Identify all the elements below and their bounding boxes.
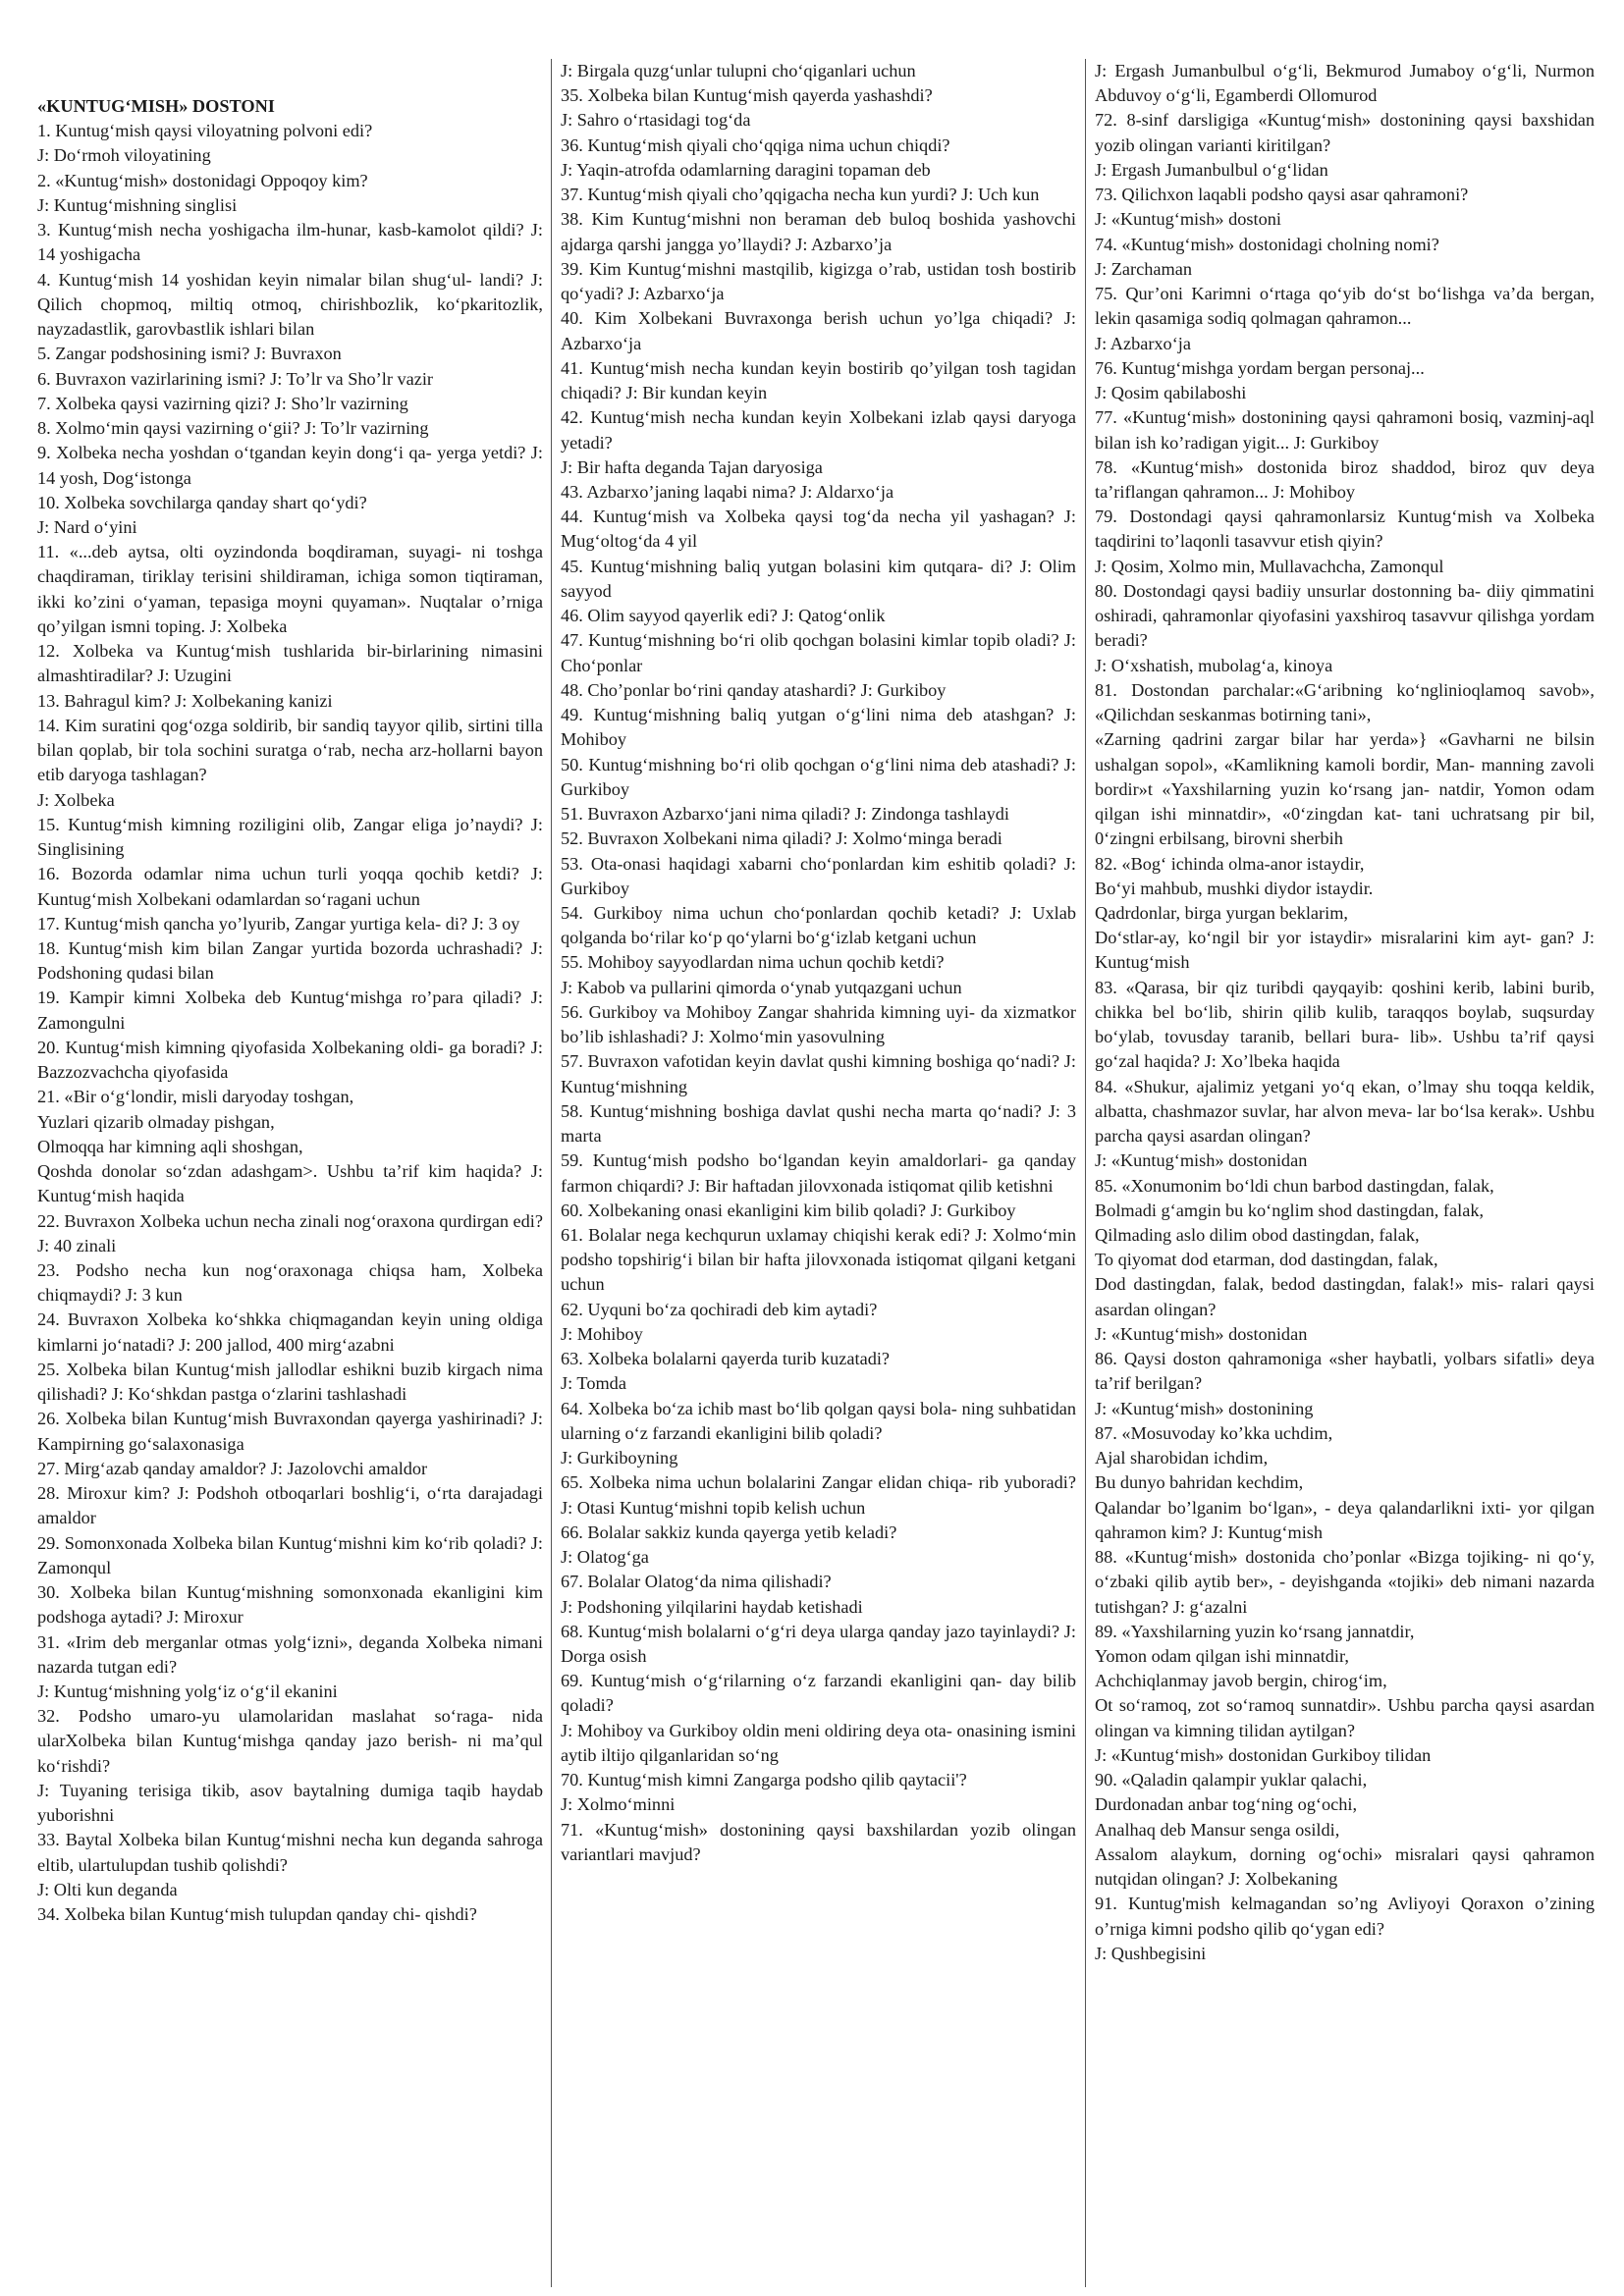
qa-line: 12. Xolbeka va Kuntug‘mish tushlarida bir-birlarining nimasini almashtiradilar? J: Uzugini [37, 641, 543, 686]
qa-line: 6. Buvraxon vazirlarining ismi? J: To’lr va Sho’lr vazir [37, 368, 434, 389]
qa-line: 26. Xolbeka bilan Kuntug‘mish Buvraxondan qayerga yashirinadi? J: Kampirning go‘salaxonasiga [37, 1409, 543, 1454]
qa-line: 78. «Kuntug‘mish» dostonida biroz shaddod, biroz quv deya ta’riflangan qahramon... J: Mohiboy [1095, 456, 1595, 502]
qa-line: 90. «Qaladin qalampir yuklar qalachi, Durdonadan anbar tog‘ning og‘ochi, Analhaq deb Mansur senga osildi, Assalom alaykum, dorning og‘ochi» misralari qaysi qahramon nutqidan olingan? J: Xolbekaning [1095, 1770, 1595, 1890]
column-right [1086, 59, 1595, 2287]
qa-line: 18. Kuntug‘mish kim bilan Zangar yurtida bozorda uchrashadi? J: Podshoning qudasi bilan [37, 937, 543, 984]
qa-line: 62. Uyquni bo‘za qochiradi deb kim aytadi? [561, 1299, 878, 1319]
qa-line: 39. Kim Kuntug‘mishni mastqilib, kigizga o’rab, ustidan tosh bostirib qo‘yadi? J: Azbarxo‘ja [561, 258, 1076, 304]
qa-line: 59. Kuntug‘mish podsho bo‘lgandan keyin amaldorlari- ga qanday farmon chiqardi? J: Bir haftadan jilovxonada istiqomat qilib ketishni [561, 1150, 1076, 1196]
qa-line: 81. Dostondan parchalar:«G‘aribning ko‘nglinioqlamoq savob», «Qilichdan seskanmas botirning tani», «Zarning qadrini zargar bilar har yerda»} «Gavharni ne bilsin ushalgan sopol», «Kamlikning kamoli bordir, Man- manning zavoli bordir»t «Yaxshilarning yuzin ko‘rsang jan- natdir, Yomon odam qilgan ishi minnatdir», «0‘zingdan kat- tani uchratsang pir bil, 0‘zingni erbilsang, birovni sherbih [1095, 679, 1595, 849]
qa-line: 17. Kuntug‘mish qancha yo’lyurib, Zangar yurtiga kela- di? J: 3 oy [37, 913, 520, 934]
qa-line: J: Qushbegisini [1095, 1943, 1207, 1963]
qa-line: 9. Xolbeka necha yoshdan o‘tgandan keyin dong‘i qa- yerga yetdi? J: 14 yosh, Dog‘istonga [37, 443, 543, 488]
qa-line: J: Mohiboy [561, 1323, 643, 1344]
qa-line: 30. Xolbeka bilan Kuntug‘mishning somonxonada ekanligini kim podshoga aytadi? J: Miroxur [37, 1582, 543, 1628]
qa-line: J: Xolbeka [37, 789, 115, 810]
qa-line: 10. Xolbeka sovchilarga qanday shart qo‘ydi? [37, 492, 367, 512]
qa-line: 33. Baytal Xolbeka bilan Kuntug‘mishni necha kun deganda sahroga eltib, ulartulupdan tushib qolishdi? [37, 1830, 543, 1875]
qa-line: 77. «Kuntug‘mish» dostonining qaysi qahramoni bosiq, vazminj-aql bilan ish ko’radigan yigit... J: Gurkiboy [1095, 407, 1595, 453]
qa-line: J: Azbarxo‘ja [1095, 333, 1191, 353]
qa-line: 56. Gurkiboy va Mohiboy Zangar shahrida kimning uyi- da xizmatkor bo’lib ishlashadi? J: Xolmo‘min yasovulning [561, 1001, 1076, 1047]
qa-line: 22. Buvraxon Xolbeka uchun necha zinali nog‘oraxona qurdirgan edi? J: 40 zinali [37, 1210, 543, 1255]
qa-line: 44. Kuntug‘mish va Xolbeka qaysi tog‘da necha yil yashagan? J: Mug‘oltog‘da 4 yil [561, 507, 1076, 552]
qa-line: 73. Qilichxon laqabli podsho qaysi asar qahramoni? [1095, 185, 1469, 205]
qa-line: J: Birgala quzg‘unlar tulupni cho‘qiganlari uchun [561, 61, 916, 80]
qa-line: 69. Kuntug‘mish o‘g‘rilarning o‘z farzandi ekanligini qan- day bilib qoladi? [561, 1671, 1076, 1716]
qa-line: 71. «Kuntug‘mish» dostonining qaysi baxshilardan yozib olingan variantlari mavjud? [561, 1819, 1076, 1864]
qa-line: 46. Olim sayyod qayerlik edi? J: Qatog‘onlik [561, 606, 886, 626]
qa-line: 20. Kuntug‘mish kimning qiyofasida Xolbekaning oldi- ga boradi? J: Bazzozvachcha qiyofasida [37, 1037, 543, 1083]
qa-line: J: Mohiboy va Gurkiboy oldin meni oldiring deya ota- onasining ismini aytib iltijo qilganlaridan so‘ng [561, 1720, 1076, 1765]
qa-line: 31. «Irim deb merganlar otmas yolg‘izni», deganda Xolbeka nimani nazarda tutgan edi? [37, 1631, 543, 1677]
qa-line: 79. Dostondagi qaysi qahramonlarsiz Kuntug‘mish va Xolbeka taqdirini to’laqonli tasavvur etish qiyin? [1095, 507, 1595, 552]
qa-line: 61. Bolalar nega kechqurun uxlamay chiqishi kerak edi? J: Xolmo‘min podsho topshirig‘i bilan bir hafta jilovxonada istiqomat qilgani ketgani uchun [561, 1225, 1076, 1295]
qa-line: 86. Qaysi doston qahramoniga «sher haybatli, yolbars sifatli» deya ta’rif berilgan? [1095, 1349, 1595, 1394]
qa-line: 29. Somonxonada Xolbeka bilan Kuntug‘mishni kim ko‘rib qoladi? J: Zamonqul [37, 1532, 543, 1577]
qa-line: 15. Kuntug‘mish kimning roziligini olib, Zangar eliga jo’naydi? J: Singlisining [37, 814, 543, 860]
qa-line: 74. «Kuntug‘mish» dostonidagi cholning nomi? [1095, 234, 1439, 254]
qa-line: J: «Kuntug‘mish» dostonidan Gurkiboy tilidan [1095, 1744, 1432, 1765]
column-left-body [37, 119, 543, 1927]
qa-line: J: Olatog‘ga [561, 1547, 649, 1568]
qa-line: 28. Miroxur kim? J: Podshoh otboqarlari boshlig‘i, o‘rta darajadagi amaldor [37, 1483, 543, 1528]
qa-line: J: Do‘rmoh viloyatining [37, 145, 211, 166]
qa-line: 21. «Bir o‘g‘londir, misli daryoday toshgan, Yuzlari qizarib olmaday pishgan, Olmoqqa har kimning aqli shoshgan, Qoshda donolar so‘zdan adashgam>. Ushbu ta’rif kim haqida? J: Kuntug‘mish haqida [37, 1087, 543, 1206]
qa-line: 27. Mirg‘azab qanday amaldor? J: Jazolovchi amaldor [37, 1458, 428, 1478]
qa-line: 80. Dostondagi qaysi badiiy unsurlar dostonning ba- diiy qimmatini oshiradi, qahramonlar qiyofasini yaxshiroq tasavvur qilishga yordam beradi? [1095, 580, 1595, 651]
qa-line: 89. «Yaxshilarning yuzin ko‘rsang jannatdir, Yomon odam qilgan ishi minnatdir, Achchiqlanmay javob bergin, chirog‘im, Ot so‘ramoq, zot so‘ramoq sunnatdir». Ushbu parcha qaysi asardan olingan va kimning tilidan aytilgan? [1095, 1621, 1595, 1740]
qa-line: J: Ergash Jumanbulbul o‘g‘li, Bekmurod Jumaboy o‘g‘li, Nurmon Abduvoy o‘g‘li, Egamberdi Ollomurod [1095, 61, 1595, 106]
qa-line: J: Podshoning yilqilarini haydab ketishadi [561, 1596, 863, 1617]
qa-line: 55. Mohiboy sayyodlardan nima uchun qochib ketdi? [561, 952, 945, 973]
qa-line: 88. «Kuntug‘mish» dostonida cho’ponlar «Bizga tojiking- ni qo‘y, o‘zbaki qilib aytib ber», - deyishganda «tojiki» deb nimani nazarda tutishgan? J: g‘azalni [1095, 1547, 1595, 1617]
qa-line: 70. Kuntug‘mish kimni Zangarga podsho qilib qaytacii'? [561, 1770, 967, 1790]
qa-line: J: Kabob va pullarini qimorda o‘ynab yutqazgani uchun [561, 977, 962, 997]
qa-line: 43. Azbarxo’janing laqabi nima? J: Aldarxo‘ja [561, 481, 894, 502]
qa-line: J: Gurkiboyning [561, 1448, 678, 1468]
qa-line: 60. Xolbekaning onasi ekanligini kim bilib qoladi? J: Gurkiboy [561, 1200, 1016, 1220]
qa-line: J: Kuntug‘mishning yolg‘iz o‘g‘il ekanini [37, 1682, 338, 1701]
qa-line: 34. Xolbeka bilan Kuntug‘mish tulupdan qanday chi- qishdi? [37, 1904, 477, 1925]
qa-line: J: Qosim, Xolmo min, Mullavachcha, Zamonqul [1095, 556, 1444, 576]
qa-line: 35. Xolbeka bilan Kuntug‘mish qayerda yashashdi? [561, 85, 933, 106]
qa-line: 40. Kim Xolbekani Buvraxonga berish uchun yo’lga chiqadi? J: Azbarxo‘ja [561, 308, 1076, 353]
qa-line: 42. Kuntug‘mish necha kundan keyin Xolbekani izlab qaysi daryoga yetadi? [561, 407, 1076, 453]
qa-line: 19. Kampir kimni Xolbeka deb Kuntug‘mishga ro’para qiladi? J: Zamongulni [37, 988, 543, 1033]
qa-line: 13. Bahragul kim? J: Xolbekaning kanizi [37, 690, 333, 711]
qa-line: 51. Buvraxon Azbarxo‘jani nima qiladi? J: Zindonga tashlaydi [561, 804, 1009, 825]
qa-line: 67. Bolalar Olatog‘da nima qilishadi? [561, 1572, 832, 1592]
qa-line: 3. Kuntug‘mish necha yoshigacha ilm-hunar, kasb-kamolot qildi? J: 14 yoshigacha [37, 220, 543, 265]
qa-line: J: Kuntug‘mishning singlisi [37, 194, 238, 215]
qa-line: 32. Podsho umaro-yu ulamolaridan maslahat so‘raga- nida ularXolbeka bilan Kuntug‘mishga qanday jazo berish- ni ma’qul ko‘rishdi? [37, 1706, 543, 1776]
qa-line: 75. Qur’oni Karimni o‘rtaga qo‘yib do‘st bo‘lishga va’da bergan, lekin qasamiga sodiq qolmagan qahramon... [1095, 284, 1595, 329]
qa-line: 1. Kuntug‘mish qaysi viloyatning polvoni edi? [37, 121, 373, 141]
qa-line: 49. Kuntug‘mishning baliq yutgan o‘g‘lini nima deb atashgan? J: Mohiboy [561, 705, 1076, 750]
qa-line: 14. Kim suratini qog‘ozga soldirib, bir sandiq tayyor qilib, sirtini tilla bilan qoplab, bir tola sochini suratga o‘rab, necha arz-hollarni bayon etib daryoga tashlagan? [37, 715, 543, 785]
qa-line: 76. Kuntug‘mishga yordam bergan personaj... [1095, 357, 1425, 378]
qa-line: J: «Kuntug‘mish» dostonidan [1095, 1150, 1308, 1171]
qa-line: 2. «Kuntug‘mish» dostonidagi Oppoqoy kim? [37, 170, 368, 190]
qa-line: 58. Kuntug‘mishning boshiga davlat qushi necha marta qo‘nadi? J: 3 marta [561, 1100, 1076, 1147]
qa-line: 68. Kuntug‘mish bolalarni o‘g‘ri deya ularga qanday jazo tayinlaydi? J: Dorga osish [561, 1621, 1076, 1666]
column-left [37, 59, 551, 2287]
qa-line: 36. Kuntug‘mish qiyali cho‘qqiga nima uchun chiqdi? [561, 134, 950, 155]
qa-line: J: «Kuntug‘mish» dostonining [1095, 1398, 1314, 1418]
qa-line: 11. «...deb aytsa, olti oyzindonda boqdiraman, suyagi- ni toshga chaqdiraman, tiriklay terisini shildiraman, ichiga somon tiqtiraman, ikki ko’zini o‘yaman, tepasiga moyni quyaman». Nuqtalar o’rniga qo’yilgan ismni toping. J: Xolbeka [37, 542, 543, 636]
qa-line: J: Xolmo‘minni [561, 1794, 676, 1815]
qa-line: 54. Gurkiboy nima uchun cho‘ponlardan qochib ketadi? J: Uxlab qolganda bo‘rilar ko‘p qo‘ylarni bo‘g‘izlab ketgani uchun [561, 902, 1076, 948]
qa-line: 7. Xolbeka qaysi vazirning qizi? J: Sho’lr vazirning [37, 393, 408, 413]
qa-line: 41. Kuntug‘mish necha kundan keyin bostirib qo’yilgan tosh tagidan chiqadi? J: Bir kundan keyin [561, 357, 1076, 403]
qa-line: J: «Kuntug‘mish» dostonidan [1095, 1323, 1308, 1344]
qa-line: 52. Buvraxon Xolbekani nima qiladi? J: Xolmo‘minga beradi [561, 828, 1002, 849]
qa-line: 53. Ota-onasi haqidagi xabarni cho‘ponlardan kim eshitib qoladi? J: Gurkiboy [561, 853, 1076, 898]
qa-line: 5. Zangar podshosining ismi? J: Buvraxon [37, 344, 342, 364]
qa-line: J: Ergash Jumanbulbul o‘g‘lidan [1095, 159, 1328, 180]
qa-line: 16. Bozorda odamlar nima uchun turli yoqqa qochib ketdi? J: Kuntug‘mish Xolbekani odamlardan so‘ragani uchun [37, 864, 543, 909]
qa-line: J: Yaqin-atrofda odamlarning daragini topaman deb [561, 159, 931, 180]
qa-line: 64. Xolbeka bo‘za ichib mast bo‘lib qolgan qaysi bola- ning suhbatidan ularning o‘z farzandi ekanligini bilib qoladi? [561, 1398, 1076, 1443]
qa-line: J: Tuyaning terisiga tikib, asov baytalning dumiga taqib haydab yuborishni [37, 1780, 543, 1826]
columns [37, 59, 1595, 2287]
qa-line: 8. Xolmo‘min qaysi vazirning o‘gii? J: To’lr vazirning [37, 418, 429, 439]
column-middle [551, 59, 1086, 2287]
qa-line: 57. Buvraxon vafotidan keyin davlat qushi kimning boshiga qo‘nadi? J: Kuntug‘mishning [561, 1051, 1076, 1096]
qa-line: 25. Xolbeka bilan Kuntug‘mish jallodlar eshikni buzib kirgach nima qilishadi? J: Ko‘shkdan pastga o‘zlarini tashlashadi [37, 1359, 543, 1405]
qa-line: J: «Kuntug‘mish» dostoni [1095, 209, 1281, 230]
qa-line: J: Tomda [561, 1373, 626, 1394]
qa-line: J: Olti kun deganda [37, 1879, 178, 1899]
qa-line: 87. «Mosuvoday ko’kka uchdim, Ajal sharobidan ichdim, Bu dunyo bahridan kechdim, Qalandar bo’lganim bo‘lgan», - deya qalandarlikni ixti- yor qilgan qahramon kim? J: Kuntug‘mish [1095, 1422, 1595, 1542]
qa-line: 38. Kim Kuntug‘mishni non beraman deb buloq boshida yashovchi ajdarga qarshi jangga yo’llaydi? J: Azbarxo’ja [561, 209, 1076, 254]
qa-line: J: Nard o‘yini [37, 516, 137, 537]
qa-line: 84. «Shukur, ajalimiz yetgani yo‘q ekan, o’lmay shu toqqa keldik, albatta, chashmazor suvlar, har alvon meva- lar bo‘lsa kerak». Ushbu parcha qaysi asardan olingan? [1095, 1076, 1595, 1147]
qa-line: 72. 8-sinf darsligiga «Kuntug‘mish» dostonining qaysi baxshidan yozib olingan varianti kiritilgan? [1095, 110, 1595, 155]
qa-line: 65. Xolbeka nima uchun bolalarini Zangar elidan chiqa- rib yuboradi? J: Otasi Kuntug‘mishni topib kelish uchun [561, 1472, 1076, 1518]
qa-line: 24. Buvraxon Xolbeka ko‘shkka chiqmagandan keyin uning oldiga kimlarni jo‘natadi? J: 200 jallod, 400 mirg‘azabni [37, 1309, 543, 1355]
qa-line: 37. Kuntug‘mish qiyali cho’qqigacha necha kun yurdi? J: Uch kun [561, 185, 1040, 205]
document-title: «KUNTUG‘MISH» DOSTONI [37, 96, 275, 116]
qa-line: 48. Cho’ponlar bo‘rini qanday atashardi? J: Gurkiboy [561, 679, 947, 700]
qa-line: 45. Kuntug‘mishning baliq yutgan bolasini kim qutqara- di? J: Olim sayyod [561, 556, 1076, 601]
qa-line: J: Sahro o‘rtasidagi tog‘da [561, 110, 751, 131]
qa-line: 50. Kuntug‘mishning bo‘ri olib qochgan o‘g‘lini nima deb atashadi? J: Gurkiboy [561, 754, 1076, 799]
qa-line: 66. Bolalar sakkiz kunda qayerga yetib keladi? [561, 1522, 897, 1542]
qa-line: 63. Xolbeka bolalarni qayerda turib kuzatadi? [561, 1349, 891, 1369]
qa-line: J: Qosim qabilaboshi [1095, 383, 1247, 403]
qa-line: 47. Kuntug‘mishning bo‘ri olib qochgan bolasini kimlar topib oladi? J: Cho‘ponlar [561, 630, 1076, 675]
qa-line: J: Zarchaman [1095, 258, 1192, 279]
qa-line: J: Bir hafta deganda Tajan daryosiga [561, 456, 823, 477]
qa-line: 91. Kuntug'mish kelmagandan so’ng Avliyoyi Qoraxon o’zining o’rniga kimni podsho qilib qo‘ygan edi? [1095, 1894, 1595, 1939]
qa-line: 82. «Bog‘ ichinda olma-anor istaydir, Bo‘yi mahbub, mushki diydor istaydir. Qadrdonlar, birga yurgan beklarim, Do‘stlar-ay, ko‘ngil bir yor istaydir» misralarini kim ayt- gan? J: Kuntug‘mish [1095, 853, 1595, 973]
qa-line: 23. Podsho necha kun nog‘oraxonaga chiqsa ham, Xolbeka chiqmaydi? J: 3 kun [37, 1260, 543, 1306]
qa-line: 85. «Xonumonim bo‘ldi chun barbod dastingdan, falak, Bolmadi g‘amgin bu ko‘nglim shod dastingdan, falak, Qilmading aslo dilim obod dastingdan, falak, To qiyomat dod etarman, dod dastingdan, falak, Dod dastingdan, falak, bedod dastingdan, falak!» mis- ralari qaysi asardan olingan? [1095, 1175, 1595, 1319]
qa-line: J: O‘xshatish, mubolag‘a, kinoya [1095, 655, 1333, 675]
qa-line: 4. Kuntug‘mish 14 yoshidan keyin nimalar bilan shug‘ul- landi? J: Qilich chopmoq, miltiq otmoq, chirishbozlik, ko‘pkaritozlik, nayzadastlik, garovbastlik ishlari bilan [37, 269, 543, 340]
qa-line: 83. «Qarasa, bir qiz turibdi qayqayib: qoshini kerib, labini burib, chikka bel bo‘lib, shirin qilib kulib, taraqqos boylab, suqsurday bo‘ylab, tovusday taranib, bellari bura- lib». Ushbu ta’rif qaysi go‘zal haqida? J: Xo’lbeka haqida [1095, 977, 1595, 1072]
